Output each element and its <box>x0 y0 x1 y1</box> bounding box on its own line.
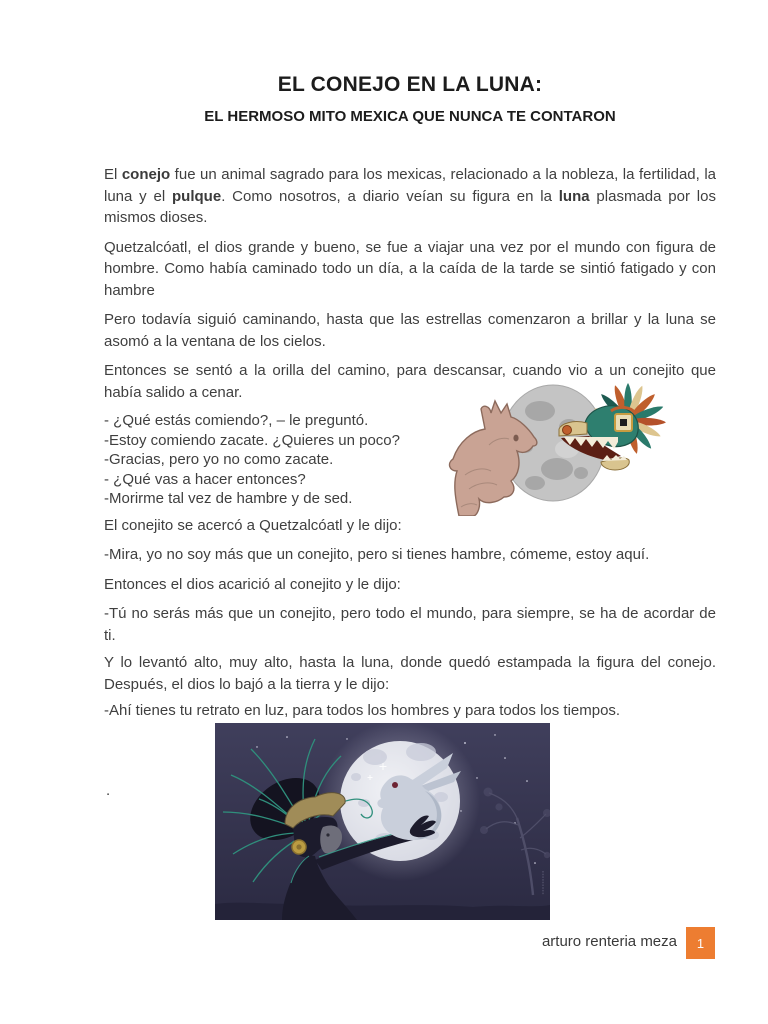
text-run: plasmada por los mismos dioses. <box>104 187 716 226</box>
page-title: EL CONEJO EN LA LUNA: <box>277 73 543 96</box>
paragraph-rabbit-approaches: El conejito se acercó a Quetzalcóatl y le dijo: <box>104 516 402 534</box>
dialogue-line: - ¿Qué estás comiendo?, – le preguntó. <box>104 412 369 429</box>
page-number-badge: 1 <box>686 927 715 959</box>
paragraph-meets-rabbit: Entonces se sentó a la orilla del camino, para descansar, cuando vio a un conejito que había salido a cenar. <box>104 362 716 401</box>
paragraph-god-caresses: Entonces el dios acarició al conejito y le dijo: <box>104 575 401 593</box>
text-run: . Como nosotros, a diario veían su figura en la <box>221 187 559 205</box>
paragraph-lifted-to-moon: Y lo levantó alto, muy alto, hasta la luna, donde quedó estampada la figura del conejo. Después, el dios lo bajó a la tierra y le dijo: <box>104 654 716 693</box>
collage-graphic <box>445 379 669 516</box>
paragraph-sacred-animal <box>104 164 716 229</box>
bold-word-conejo: conejo <box>121 166 171 183</box>
page-subtitle: EL HERMOSO MITO MEXICA QUE NUNCA TE CONTARON <box>204 108 616 125</box>
dialogue-line: -Estoy comiendo zacate. ¿Quieres un poco? <box>104 431 400 449</box>
bold-word-luna: luna <box>558 187 590 205</box>
rabbit-eye <box>392 782 398 788</box>
dialogue-line: -Gracias, pero yo no como zacate. <box>104 451 334 468</box>
moon-rabbit-illustration-image <box>215 723 550 920</box>
rabbit-moon-quetzalcoatl-collage-image <box>445 379 669 516</box>
dialogue-line: -Morirme tal vez de hambre y de sed. <box>104 490 353 507</box>
text-run: fue un animal sagrado para los mexicas, relacionado a la nobleza, la fertilidad, la luna y el <box>104 166 716 205</box>
dialogue-line: - ¿Qué vas a hacer entonces? <box>104 470 306 488</box>
illustration-graphic <box>215 723 550 920</box>
paragraph-portrait-in-light: -Ahí tienes tu retrato en luz, para todos los hombres y para todos los tiempos. <box>104 702 621 719</box>
bold-word-pulque: pulque <box>172 187 222 205</box>
stray-period: . <box>106 782 111 799</box>
paragraph-quetzalcoatl-travels: Quetzalcóatl, el dios grande y bueno, se fue a viajar una vez por el mundo con figura de hombre. Como había caminado todo un día, a la caída de la tarde se sintió fatigado y con hambre <box>104 238 716 299</box>
paragraph-rabbit-offer: -Mira, yo no soy más que un conejito, pero si tienes hambre, cómeme, estoy aquí. <box>104 546 650 563</box>
text-run: El <box>104 166 122 183</box>
author-name: arturo renteria meza <box>541 933 677 950</box>
paragraph-stars-moon: Pero todavía siguió caminando, hasta que las estrellas comenzaron a brillar y la luna se asomó a la ventana de los cielos. <box>104 311 716 350</box>
paragraph-god-promise: -Tú no serás más que un conejito, pero todo el mundo, para siempre, se ha de acordar de ti. <box>104 605 716 644</box>
